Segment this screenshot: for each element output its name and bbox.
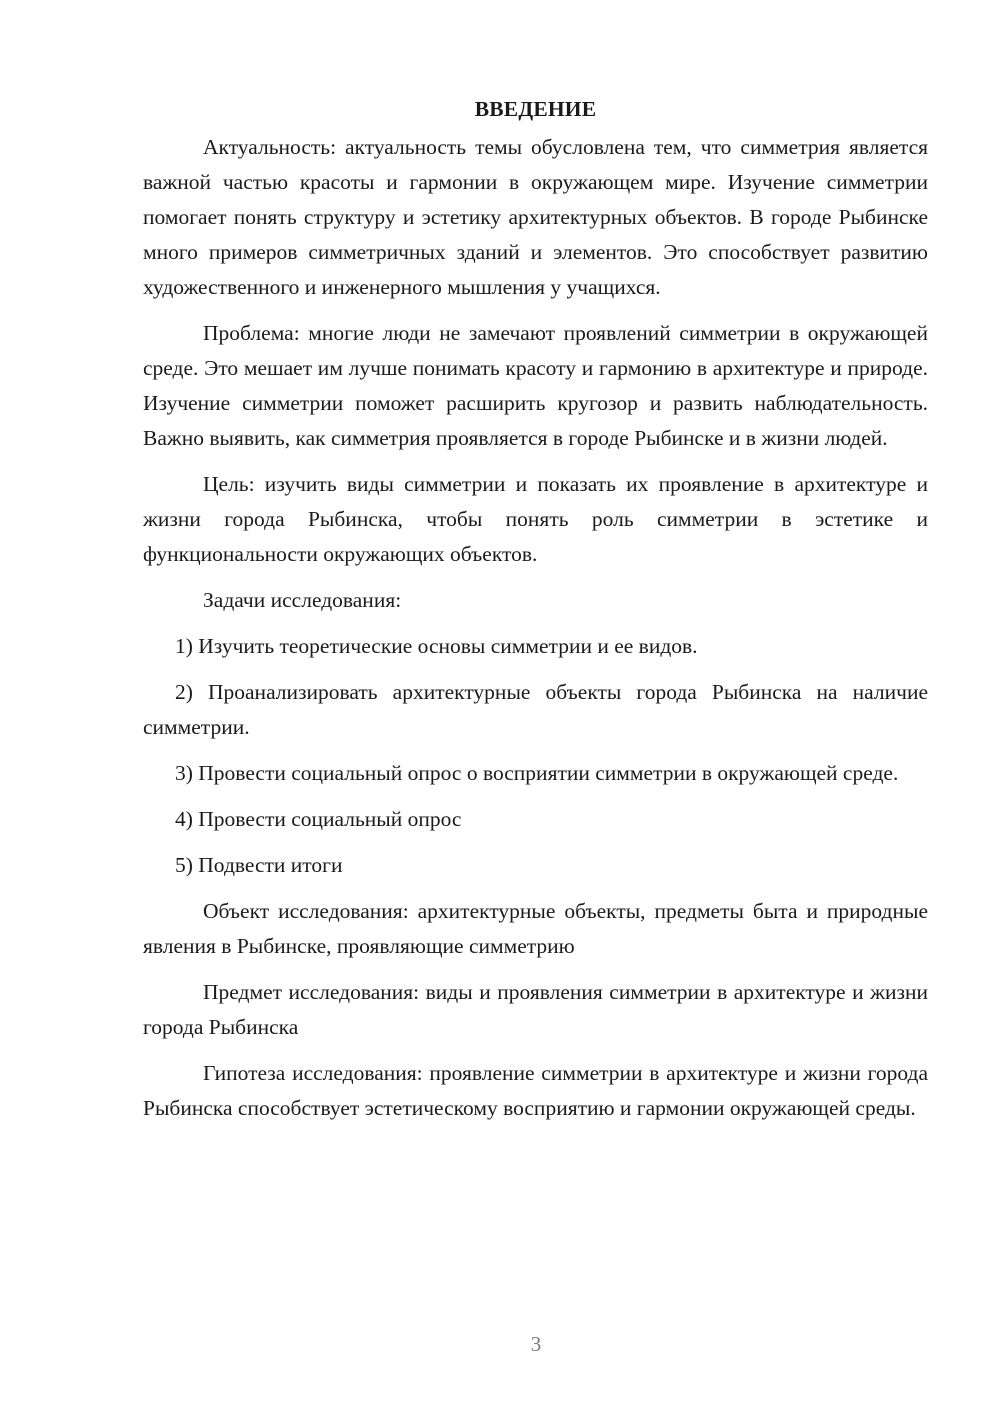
problem-paragraph: Проблема: многие люди не замечают проявлений симметрии в окружающей среде. Это мешает им лучше понимать красоту и гармонию в архитектуре и природе. Изучение симметрии поможет расширить кругозор и развить наблюдательность. Важно выявить, как симметрия проявляется в городе Рыбинске и в жизни людей.: [143, 321, 928, 450]
subject-paragraph: Предмет исследования: виды и проявления симметрии в архитектуре и жизни города Рыбинска: [143, 980, 928, 1039]
object-paragraph: Объект исследования: архитектурные объекты, предметы быта и природные явления в Рыбинске, проявляющие симметрию: [143, 899, 928, 958]
goal-paragraph: Цель: изучить виды симметрии и показать их проявление в архитектуре и жизни города Рыбинска, чтобы понять роль симметрии в эстетике и функциональности окружающих объектов.: [143, 472, 928, 566]
section-heading: ВВЕДЕНИЕ: [474, 97, 597, 121]
task-item-2: 2) Проанализировать архитектурные объекты города Рыбинска на наличие симметрии.: [143, 680, 928, 739]
task-item-3: 3) Провести социальный опрос о восприятии симметрии в окружающей среде.: [175, 761, 899, 785]
task-item-4: 4) Провести социальный опрос: [175, 807, 462, 831]
task-item-1: 1) Изучить теоретические основы симметрии и ее видов.: [175, 634, 698, 658]
document-page: [143, 92, 928, 1137]
tasks-title: Задачи исследования:: [203, 588, 402, 612]
relevance-paragraph: Актуальность: актуальность темы обусловлена тем, что симметрия является важной частью красоты и гармонии в окружающем мире. Изучение симметрии помогает понять структуру и эстетику архитектурных объектов. В городе Рыбинске много примеров симметричных зданий и элементов. Это способствует развитию художественного и инженерного мышления у учащихся.: [143, 135, 928, 299]
page-number: 3: [530, 1332, 542, 1356]
hypothesis-paragraph: Гипотеза исследования: проявление симметрии в архитектуре и жизни города Рыбинска способствует эстетическому восприятию и гармонии окружающей среды.: [143, 1061, 928, 1120]
task-item-5: 5) Подвести итоги: [175, 853, 343, 877]
